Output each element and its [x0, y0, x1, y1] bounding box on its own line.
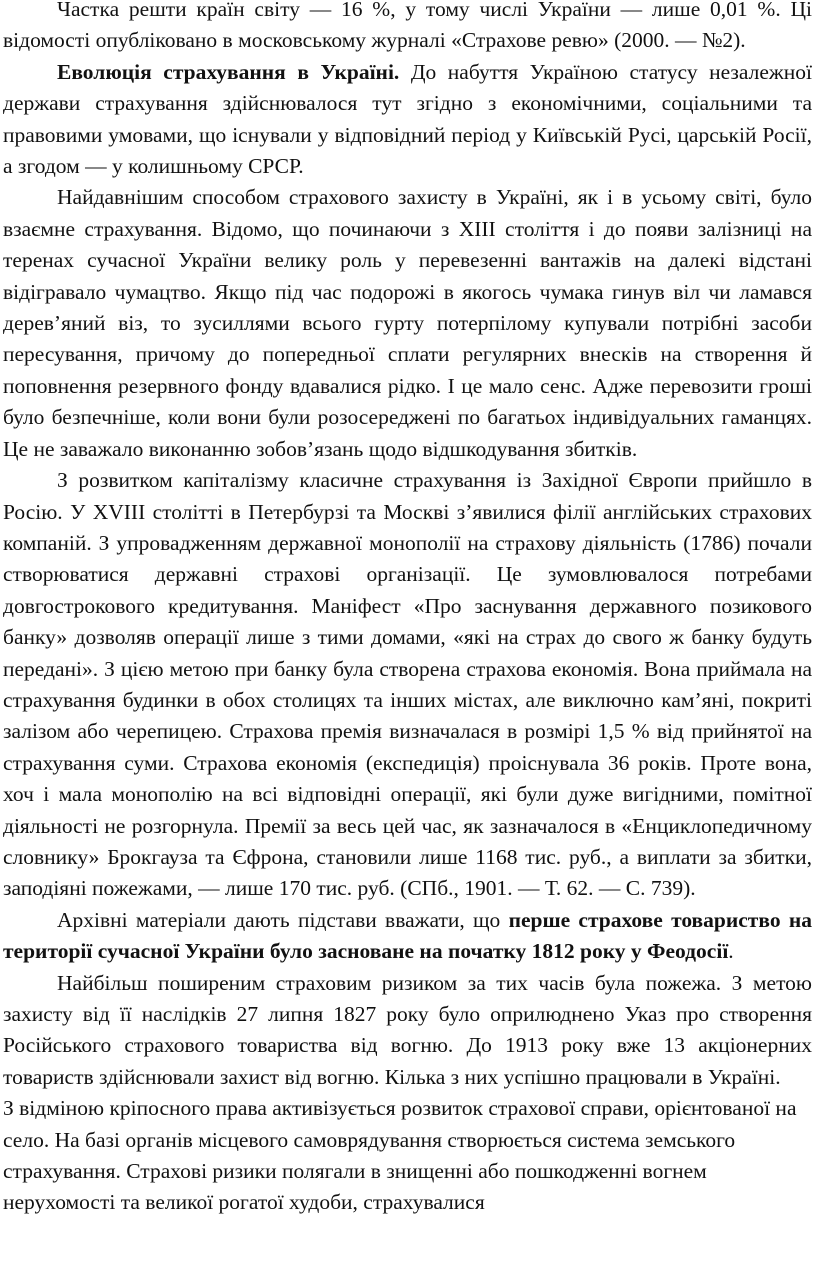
paragraph-capitalism: З розвитком капіталізму класичне страхування із Західної Європи прийшло в Росію. У XVIII столітті в Петербурзі та Москві з’явилися філії англійських страхових компаній. З упровадженням державної монополії на страхову діяльність (1786) почали створюватися державні страхові організації. Це зумовлювалося потребами довгострокового кредитування. Маніфест «Про заснування державного позикового банку» дозволяв операції лише з тими домами, «які на страх до свого ж банку будуть передані». З цією метою при банку була створена страхова економія. Вона приймала на страхування будинки в обох столицях та інших містах, але виключно кам’яні, покриті залізом або черепицею. Страхова премія визначалася в розмірі 1,5 % від прийнятої на страхування суми. Страхова економія (експедиція) проіснувала 36 років. Проте вона, хоч і мала монополію на всі відповідні операції, які були дуже вигідними, помітної діяльності не розгорнула. Премії за весь цей час, як зазначалося в «Енциклопедичному словнику» Брокгауза та Єфрона, становили лише 1168 тис. руб., а виплати за збитки, заподіяні пожежами, — лише 170 тис. руб. (СПб., 1901. — Т. 62. — С. 739).	[3, 468, 812, 901]
paragraph-evolution-intro	[3, 57, 812, 183]
paragraph-mutual-insurance: Найдавнішим способом страхового захисту в Україні, як і в усьому світі, було взаємне страхування. Відомо, що починаючи з XIII століття і до появи залізниці на теренах сучасної України велику роль у перевезенні вантажів на далекі відстані відігравало чумацтво. Якщо під час подорожі в якогось чумака гинув віл чи ламався дерев’яний віз, то зусиллями всього гурту потерпілому купували потрібні засоби пересування, причому до попередньої сплати регулярних внесків на створення й поповнення резервного фонду вдавалися рідко. І це мало сенс. Адже перевозити гроші було безпечніше, коли вони були розосереджені по багатьох індивідуальних гаманцях. Це не заважало виконанню зобов’язань щодо відшкодування збитків.	[3, 185, 812, 461]
paragraph-first-company	[3, 905, 812, 968]
section-heading-evolution: Еволюція страхування в Україні.	[57, 59, 400, 84]
highlight-first-company: перше страхове товариство на території сучасної України було засноване на початку 1812 року у Феодосії	[3, 907, 812, 964]
paragraph-first-company-end: .	[728, 939, 734, 964]
paragraph-fire-risk: Найбільш поширеним страховим ризиком за тих часів була пожежа. З метою захисту від її наслідків 27 липня 1827 року було оприлюднено Указ про створення Російського страхового товариства від вогню. До 1913 року вже 13 акціонерних товариств здійснювали захист від вогню. Кілька з них успішно працювали в Україні.	[3, 970, 812, 1089]
paragraph-evolution-text: До набуття Україною статусу незалежної держави страхування здійснювалося тут згідно з економічними, соціальними та правовими умовами, що існували у відповідний період у Київській Русі, царській Росії, а згодом — у колишньому СРСР.	[3, 59, 812, 179]
paragraph-first-company-text: Архівні матеріали дають підстави вважати, що	[57, 907, 509, 932]
paragraph-market-share: Частка решти країн світу — 16 %, у тому числі України — лише 0,01 %. Ці відомості опубліковано в московському журналі «Страхове ревю» (2000. — №2).	[3, 0, 812, 53]
paragraph-zemstvo: З відміною кріпосного права активізується розвиток страхової справи, орієнтованої на село. На базі органів місцевого самоврядування створюється система земського страхування. Страхові ризики полягали в знищенні або пошкодженні вогнем нерухомості та великої рогатої худоби, страхувалися	[3, 1096, 797, 1215]
